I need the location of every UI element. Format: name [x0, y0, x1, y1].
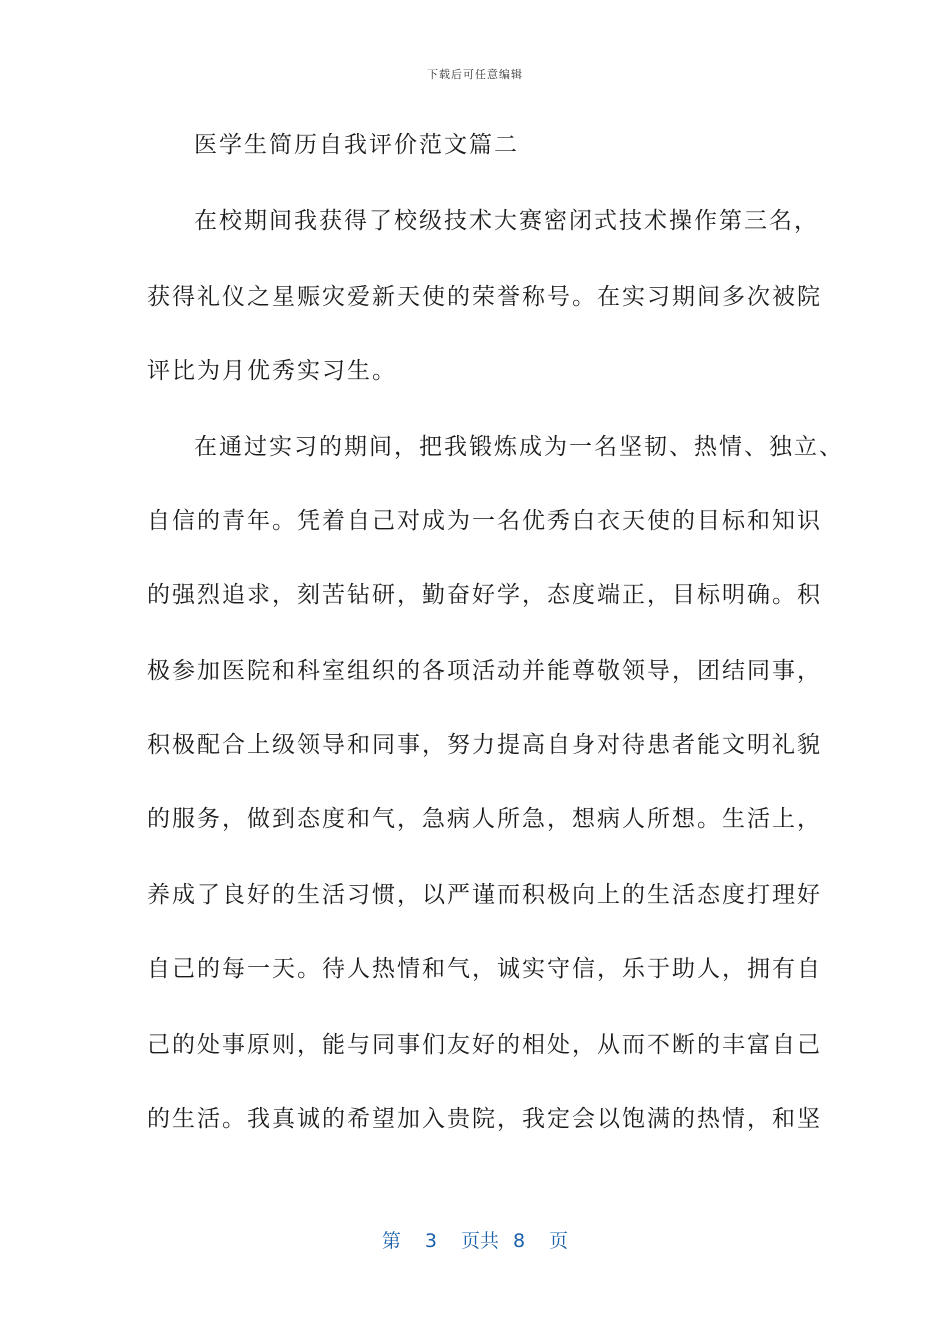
header-note: 下载后可任意编辑 — [427, 68, 523, 81]
paragraph-line: 极参加医院和科室组织的各项活动并能尊敬领导，团结同事， — [147, 658, 822, 684]
paragraph-line: 的强烈追求，刻苦钻研，勤奋好学，态度端正，目标明确。积 — [147, 582, 822, 608]
paragraph-line: 在校期间我获得了校级技术大赛密闭式技术操作第三名， — [194, 208, 819, 234]
total-pages: 8 — [513, 1230, 526, 1252]
document-title: 医学生简历自我评价范文篇二 — [194, 132, 519, 158]
paragraph-line: 积极配合上级领导和同事，努力提高自身对待患者能文明礼貌 — [147, 732, 822, 758]
paragraph-line: 养成了良好的生活习惯，以严谨而积极向上的生活态度打理好 — [147, 882, 822, 908]
paragraph-line: 获得礼仪之星赈灾爱新天使的荣誉称号。在实习期间多次被院 — [147, 284, 822, 310]
page-footer — [0, 1226, 950, 1253]
page-middle: 页共 — [460, 1230, 499, 1252]
paragraph-line: 的生活。我真诚的希望加入贵院，我定会以饱满的热情，和坚 — [147, 1106, 822, 1132]
paragraph-line: 评比为月优秀实习生。 — [147, 358, 397, 384]
page-number: 3 — [424, 1230, 437, 1252]
page-prefix: 第 — [381, 1230, 401, 1252]
paragraph-line: 在通过实习的期间，把我锻炼成为一名坚韧、热情、独立、 — [194, 434, 844, 460]
paragraph-line: 己的处事原则，能与同事们友好的相处，从而不断的丰富自己 — [147, 1032, 822, 1058]
paragraph-line: 自己的每一天。待人热情和气，诚实守信，乐于助人，拥有自 — [147, 956, 822, 982]
paragraph-line: 自信的青年。凭着自己对成为一名优秀白衣天使的目标和知识 — [147, 508, 822, 534]
page-suffix: 页 — [549, 1230, 569, 1252]
paragraph-line: 的服务，做到态度和气，急病人所急，想病人所想。生活上， — [147, 806, 822, 832]
